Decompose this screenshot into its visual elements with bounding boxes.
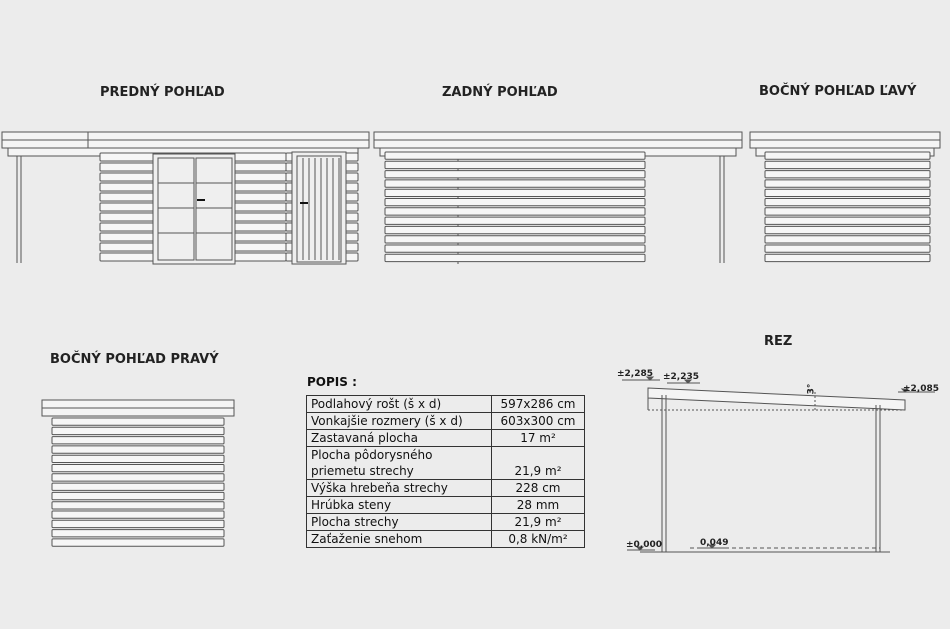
spec-key: Výška hrebeňa strechy bbox=[307, 480, 492, 497]
plank bbox=[765, 171, 930, 178]
spec-value: 228 cm bbox=[492, 480, 585, 497]
spec-key: Vonkajšie rozmery (š x d) bbox=[307, 413, 492, 430]
plank bbox=[765, 245, 930, 252]
plank bbox=[385, 208, 645, 215]
plank bbox=[385, 171, 645, 178]
front-view-title: PREDNÝ POHĽAD bbox=[100, 85, 225, 100]
plank bbox=[52, 446, 224, 453]
left-view-drawing bbox=[750, 132, 940, 262]
front-view-drawing bbox=[2, 132, 369, 264]
table-row bbox=[307, 531, 585, 548]
spec-value: 28 mm bbox=[492, 497, 585, 514]
plank bbox=[765, 254, 930, 261]
section-view-title: REZ bbox=[764, 334, 793, 349]
spec-table bbox=[306, 395, 585, 548]
plank bbox=[52, 502, 224, 509]
plank bbox=[52, 511, 224, 518]
plank bbox=[765, 189, 930, 196]
plank bbox=[52, 483, 224, 490]
spec-key: Hrúbka steny bbox=[307, 497, 492, 514]
spec-value: 0,8 kN/m² bbox=[492, 531, 585, 548]
spec-key: Podlahový rošt (š x d) bbox=[307, 396, 492, 413]
elevation-label-left-top: ±2,285 bbox=[617, 369, 654, 379]
plank bbox=[385, 245, 645, 252]
plank bbox=[385, 236, 645, 243]
plank bbox=[52, 474, 224, 481]
right-view-title: BOČNÝ POHĽAD PRAVÝ bbox=[50, 352, 219, 367]
spec-value: 21,9 m² bbox=[492, 514, 585, 531]
table-row bbox=[307, 497, 585, 514]
plank bbox=[385, 217, 645, 224]
elevation-label-ground: ±0,000 bbox=[626, 540, 663, 550]
plank bbox=[765, 208, 930, 215]
section-view-drawing bbox=[622, 377, 935, 552]
plank bbox=[765, 199, 930, 206]
plank bbox=[765, 226, 930, 233]
plank bbox=[385, 152, 645, 159]
plank bbox=[765, 161, 930, 168]
plank bbox=[385, 199, 645, 206]
table-row bbox=[307, 447, 585, 480]
plank bbox=[52, 530, 224, 537]
spec-key: Plocha strechy bbox=[307, 514, 492, 531]
spec-value: 17 m² bbox=[492, 430, 585, 447]
table-row bbox=[307, 514, 585, 531]
plank bbox=[385, 254, 645, 261]
elevation-label-mid-top: ±2,235 bbox=[663, 372, 700, 382]
left-view-title: BOČNÝ POHĽAD ĽAVÝ bbox=[759, 84, 917, 99]
plank bbox=[52, 465, 224, 472]
back-view-title: ZADNÝ POHĽAD bbox=[442, 85, 558, 100]
spec-value: 597x286 cm bbox=[492, 396, 585, 413]
spec-key: Plocha pôdorysného priemetu strechy bbox=[307, 447, 492, 480]
plank bbox=[52, 455, 224, 462]
plank bbox=[765, 152, 930, 159]
table-row bbox=[307, 396, 585, 413]
back-view-drawing bbox=[374, 132, 742, 264]
roof-slope-label: 3° bbox=[806, 383, 817, 395]
plank bbox=[52, 427, 224, 434]
plank bbox=[765, 180, 930, 187]
table-row bbox=[307, 413, 585, 430]
plank bbox=[385, 226, 645, 233]
elevation-label-floor: 0,049 bbox=[700, 538, 729, 548]
plank bbox=[385, 189, 645, 196]
table-row bbox=[307, 480, 585, 497]
plank bbox=[52, 539, 224, 546]
plank bbox=[765, 236, 930, 243]
plank bbox=[52, 492, 224, 499]
plank bbox=[52, 520, 224, 527]
spec-key: Zaťaženie snehom bbox=[307, 531, 492, 548]
plank bbox=[765, 217, 930, 224]
popis-label: POPIS : bbox=[307, 375, 357, 389]
spec-value: 21,9 m² bbox=[492, 447, 585, 480]
table-row bbox=[307, 430, 585, 447]
spec-key: Zastavaná plocha bbox=[307, 430, 492, 447]
elevation-label-right: ±2,085 bbox=[903, 384, 940, 394]
plank bbox=[52, 437, 224, 444]
spec-value: 603x300 cm bbox=[492, 413, 585, 430]
plank bbox=[385, 161, 645, 168]
plank bbox=[385, 180, 645, 187]
plank bbox=[52, 418, 224, 425]
right-view-drawing bbox=[42, 400, 234, 546]
